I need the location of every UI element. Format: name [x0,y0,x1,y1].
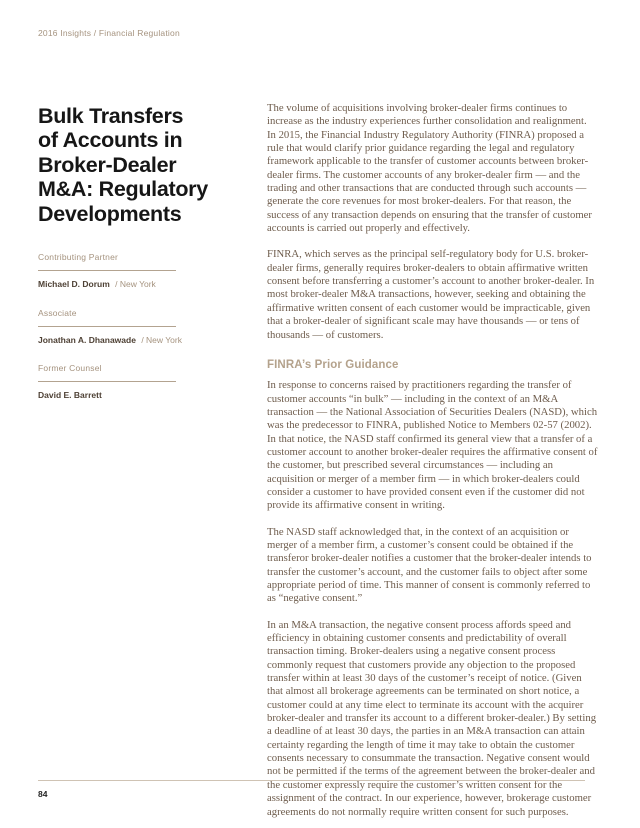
body-paragraph: The NASD staff acknowledged that, in the context of an acquisition or merger of a member firm, a customer’s consent could be obtained if the transferor broker-dealer notifies a customer that the broker-dealer intends to transfer the customer’s account, and the customer fails to object after some appropriate period of time. This manner of consent is commonly referred to as “negative consent.” [267,525,592,605]
body-paragraph: FINRA, which serves as the principal self-regulatory body for U.S. broker-dealer firms, generally requires broker-dealers to obtain affirmative written consent before transferring a customer’s account to another broker-dealer. In most broker-dealer M&A transactions, however, seeking and obtaining the affirmative written consent of each customer would be impracticable, given that a broker-dealer of significant scale may have thousands — or tens of thousands — of customers. [267,248,595,341]
contributor-entry [38,363,176,400]
body-paragraph: The volume of acquisitions involving broker-dealer firms continues to increase as the industry experiences further consolidation and realignment. In 2015, the Financial Industry Regulatory Authority (FINRA) proposed a rule that would clarify prior guidance regarding the legal and regulatory framework applicable to the transfer of customer accounts between broker-dealer firms. The customer accounts of any broker-dealer firm — and the trading and other transactions that are conducted through such accounts — generate the core revenues for most broker-dealers. For that reason, the success of any transaction depends on ensuring that the transfer of customer accounts is carried out properly and effectively. [267,102,592,235]
article-title-line: M&A: Regulatory [38,177,208,202]
article-title [38,104,263,226]
contributor-name: Jonathan A. Dhanawade [38,335,136,345]
section-heading: FINRA’s Prior Guidance [267,358,399,371]
breadcrumb: 2016 Insights / Financial Regulation [38,28,180,38]
contributor-entry [38,308,182,345]
body-paragraph: In an M&A transaction, the negative consent process affords speed and efficiency in obtaining customer consents and predictability of overall transaction timing. Broker-dealers using a negative consent process commonly request that customers provide any objection to the proposed transfer within at least 30 days of the customer’s receipt of notice. (Given that almost all brokerage agreements can be terminated on short notice, a customer could at any time elect to terminate its account with the acquirer broker-dealer and transfer its account to a different broker-dealer.) By setting a deadline of at least 30 days, the parties in an M&A transaction can attain certainty regarding the length of time it may take to obtain the customer consents necessary to consummate the transaction. Negative consent would not be permitted if the terms of the agreement between the broker-dealer and the customer expressly require the customer’s written consent for the assignment of the contract. In our experience, however, brokerage customer agreements do not normally require written consent for such purposes. [267,618,597,818]
contributor-role-label: Associate [38,308,77,318]
contributor-role-label: Contributing Partner [38,252,119,262]
footer-divider [38,780,585,781]
contributor-entry [38,252,176,289]
contributor-name-line [38,335,182,345]
article-title-line: Bulk Transfers [38,104,184,128]
contributor-divider [38,381,176,382]
contributor-name-line [38,390,176,400]
article-title-line: of Accounts in [38,128,183,153]
body-paragraph: In response to concerns raised by practitioners regarding the transfer of customer accounts “in bulk” — including in the context of an M&A transaction — the National Association of Securities Dealers (NASD), which was the predecessor to FINRA, published Notice to Members 02-57 (2002). In that notice, the NASD staff confirmed its general view that a transfer of a customer account to another broker-dealer requires the affirmative consent of the customer, but prescribed several circumstances — including an acquisition or merger of a member firm — in which broker-dealers could consider a customer to have provided consent even if the customer did not provide its affirmative consent in writing. [267,379,598,512]
article-body [267,102,598,828]
article-title-line: Broker-Dealer [38,152,177,177]
contributor-name: David E. Barrett [38,390,102,400]
article-title-line: Developments [38,201,182,226]
contributor-name-line [38,279,176,289]
contributor-divider [38,270,176,271]
contributor-location: / New York [115,279,156,289]
contributor-location: / New York [141,335,182,345]
page-number: 84 [38,789,48,799]
contributor-name: Michael D. Dorum [38,279,110,289]
contributor-role-label: Former Counsel [38,363,102,373]
contributor-divider [38,326,176,327]
